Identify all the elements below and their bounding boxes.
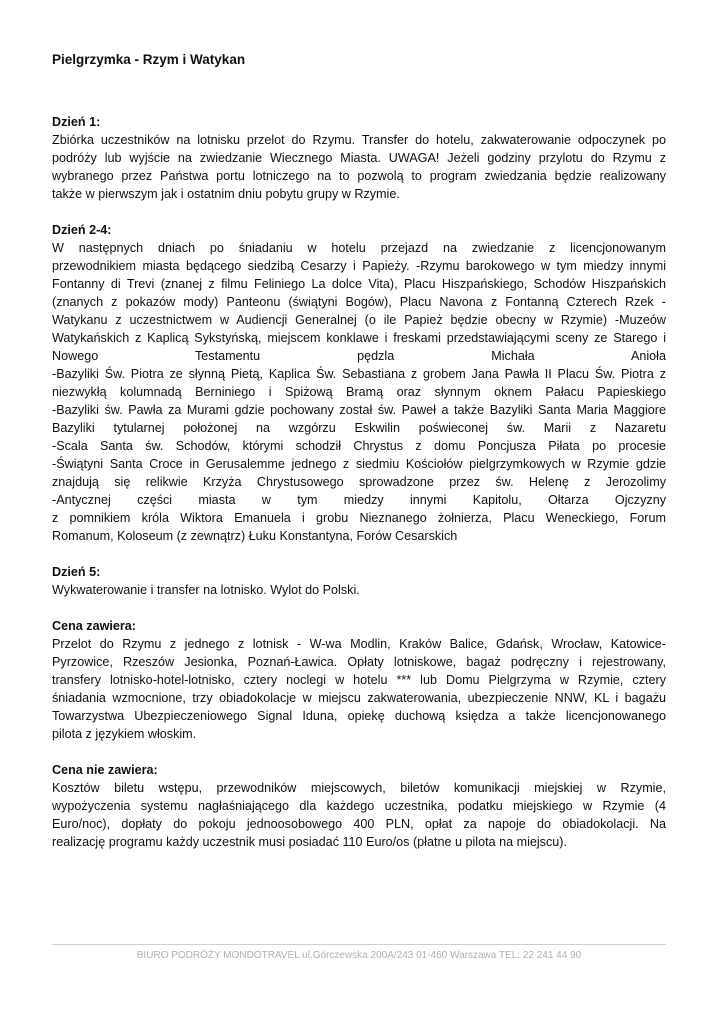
- text-line: śniadania wzmocnione, trzy obiadokolacje w miejscu zakwaterowania, ubezpieczenie NNW, KL i bagażu: [52, 691, 666, 705]
- text-line: Wykwaterowanie i transfer na lotnisko. Wylot do Polski.: [52, 583, 360, 597]
- text-line: Nowego Testamentu pędzla Michała Anioła: [52, 349, 666, 363]
- section-heading: Cena nie zawiera:: [52, 763, 158, 777]
- text-line: pilota z językiem włoskim.: [52, 727, 197, 741]
- text-line: wypożyczenia systemu nagłaśniającego dla każdego uczestnika, podatku miejskiego w Rzymie (4: [52, 799, 666, 813]
- text-line: Towarzystwa Ubezpieczeniowego Signal Iduna, opiekę duchową księdza a także licencjonowanego: [52, 709, 666, 723]
- text-line: podróży lub wyjście na zwiedzanie Wiecznego Miasta. UWAGA! Jeżeli godziny przylotu do Rzymu z: [52, 151, 666, 165]
- text-line: -Świątyni Santa Croce in Gerusalemme jednego z siedmiu Kościołów pielgrzymkowych w Rzymie gdzie: [52, 457, 666, 471]
- text-line: z pomnikiem króla Wiktora Emanuela i grobu Nieznanego żołnierza, Placu Weneckiego, Forum: [52, 511, 666, 525]
- text-line: znajdują się relikwie Krzyża Chrystusowego sprowadzone przez św. Helenę z Jerozolimy: [52, 475, 666, 489]
- footer-contact: BIURO PODRÓŻY MONDOTRAVEL ul.Górczewska 200A/243 01-460 Warszawa TEL: 22 241 44 90: [136, 950, 582, 961]
- text-line: -Bazyliki św. Pawła za Murami gdzie pochowany został św. Paweł a także Bazyliki Santa Maria Maggiore: [52, 403, 666, 417]
- text-line: Romanum, Koloseum (z zewnątrz) Łuku Konstantyna, Forów Cesarskich: [52, 529, 458, 543]
- text-line: Pyrzowice, Rzeszów Jesionka, Poznań-Ławica. Opłaty lotniskowe, bagaż podręczny i rejestrowany,: [52, 655, 666, 669]
- text-line: także w pierwszym jak i ostatnim dniu pobytu grupy w Rzymie.: [52, 187, 400, 201]
- text-line: Fontanny di Trevi (znanej z filmu Feliniego La dolce Vita), Placu Hiszpańskiego, Schodów Hiszpańskich: [52, 277, 666, 291]
- text-line: Bazyliki tytularnej położonej na wzgórzu Eskwilin poświeconej św. Marii z Nazaretu: [52, 421, 666, 435]
- section-body: [52, 779, 666, 851]
- section: [52, 221, 666, 545]
- footer-divider: [52, 944, 666, 945]
- text-line: transfery lotnisko-hotel-lotnisko, cztery noclegi w hotelu *** lub Domu Pielgrzyma w Rzymie, cztery: [52, 673, 666, 687]
- text-line: przewodnikiem miasta będącego siedzibą Cesarzy i Papieży. -Rzymu barokowego w tym miedzy innymi: [52, 259, 666, 273]
- text-line: -Antycznej części miasta w tym miedzy innymi Kapitolu, Ołtarza Ojczyzny: [52, 493, 666, 507]
- text-line: Kosztów biletu wstępu, przewodników miejscowych, biletów komunikacji miejskiej w Rzymie,: [52, 781, 666, 795]
- text-line: Watykanu z uczestnictwem w Audiencji Generalnej (o ile Papież będzie obecny w Rzymie) -Muzeów: [52, 313, 666, 327]
- text-line: Euro/noc), dopłaty do pokoju jednoosobowego 400 PLN, opłat za napoje do obiadokolacji. Na: [52, 817, 666, 831]
- text-line: niezwykłą kolumnadą Berniniego i Spiżową Bramą oraz słynnym oknem Pałacu Papieskiego: [52, 385, 666, 399]
- section-body: [52, 581, 666, 599]
- text-line: Przelot do Rzymu z jednego z lotnisk - W-wa Modlin, Kraków Balice, Gdańsk, Wrocław, Katowice-: [52, 637, 666, 651]
- text-line: (znanych z pokazów mody) Panteonu (świątyni Bogów), Placu Navona z Fontanną Czterech Rzek -: [52, 295, 666, 309]
- section-body: [52, 635, 666, 743]
- text-line: realizację programu każdy uczestnik musi posiadać 110 Euro/os (płatne u pilota na miejscu).: [52, 835, 567, 849]
- section-body: [52, 131, 666, 203]
- section-heading: Dzień 5:: [52, 565, 101, 579]
- text-line: W następnych dniach po śniadaniu w hotelu przejazd na zwiedzanie z licencjonowanym: [52, 241, 666, 255]
- section-heading: Dzień 2-4:: [52, 223, 112, 237]
- section: [52, 563, 666, 599]
- text-line: Watykańskich z Kaplicą Sykstyńską, miejscem konklawe i freskami przedstawiającymi sceny ze Starego i: [52, 331, 666, 345]
- text-line: -Bazyliki Św. Piotra ze słynną Pietą, Kaplica Św. Sebastiana z grobem Jana Pawła II Placu Św. Piotra z: [52, 367, 666, 381]
- document-title: Pielgrzymka - Rzym i Watykan: [52, 52, 246, 67]
- text-line: wybranego przez Państwa portu lotniczego na to pozwolą to program zwiedzania będzie realizowany: [52, 169, 666, 183]
- text-line: -Scala Santa św. Schodów, którymi schodził Chrystus z domu Poncjusza Piłata po procesie: [52, 439, 666, 453]
- section: [52, 113, 666, 203]
- document-content: [52, 113, 666, 869]
- section-heading: Dzień 1:: [52, 115, 101, 129]
- section-heading: Cena zawiera:: [52, 619, 136, 633]
- text-line: Zbiórka uczestników na lotnisku przelot do Rzymu. Transfer do hotelu, zakwaterowanie odpoczynek po: [52, 133, 666, 147]
- section: [52, 617, 666, 743]
- section-body: [52, 239, 666, 545]
- section: [52, 761, 666, 851]
